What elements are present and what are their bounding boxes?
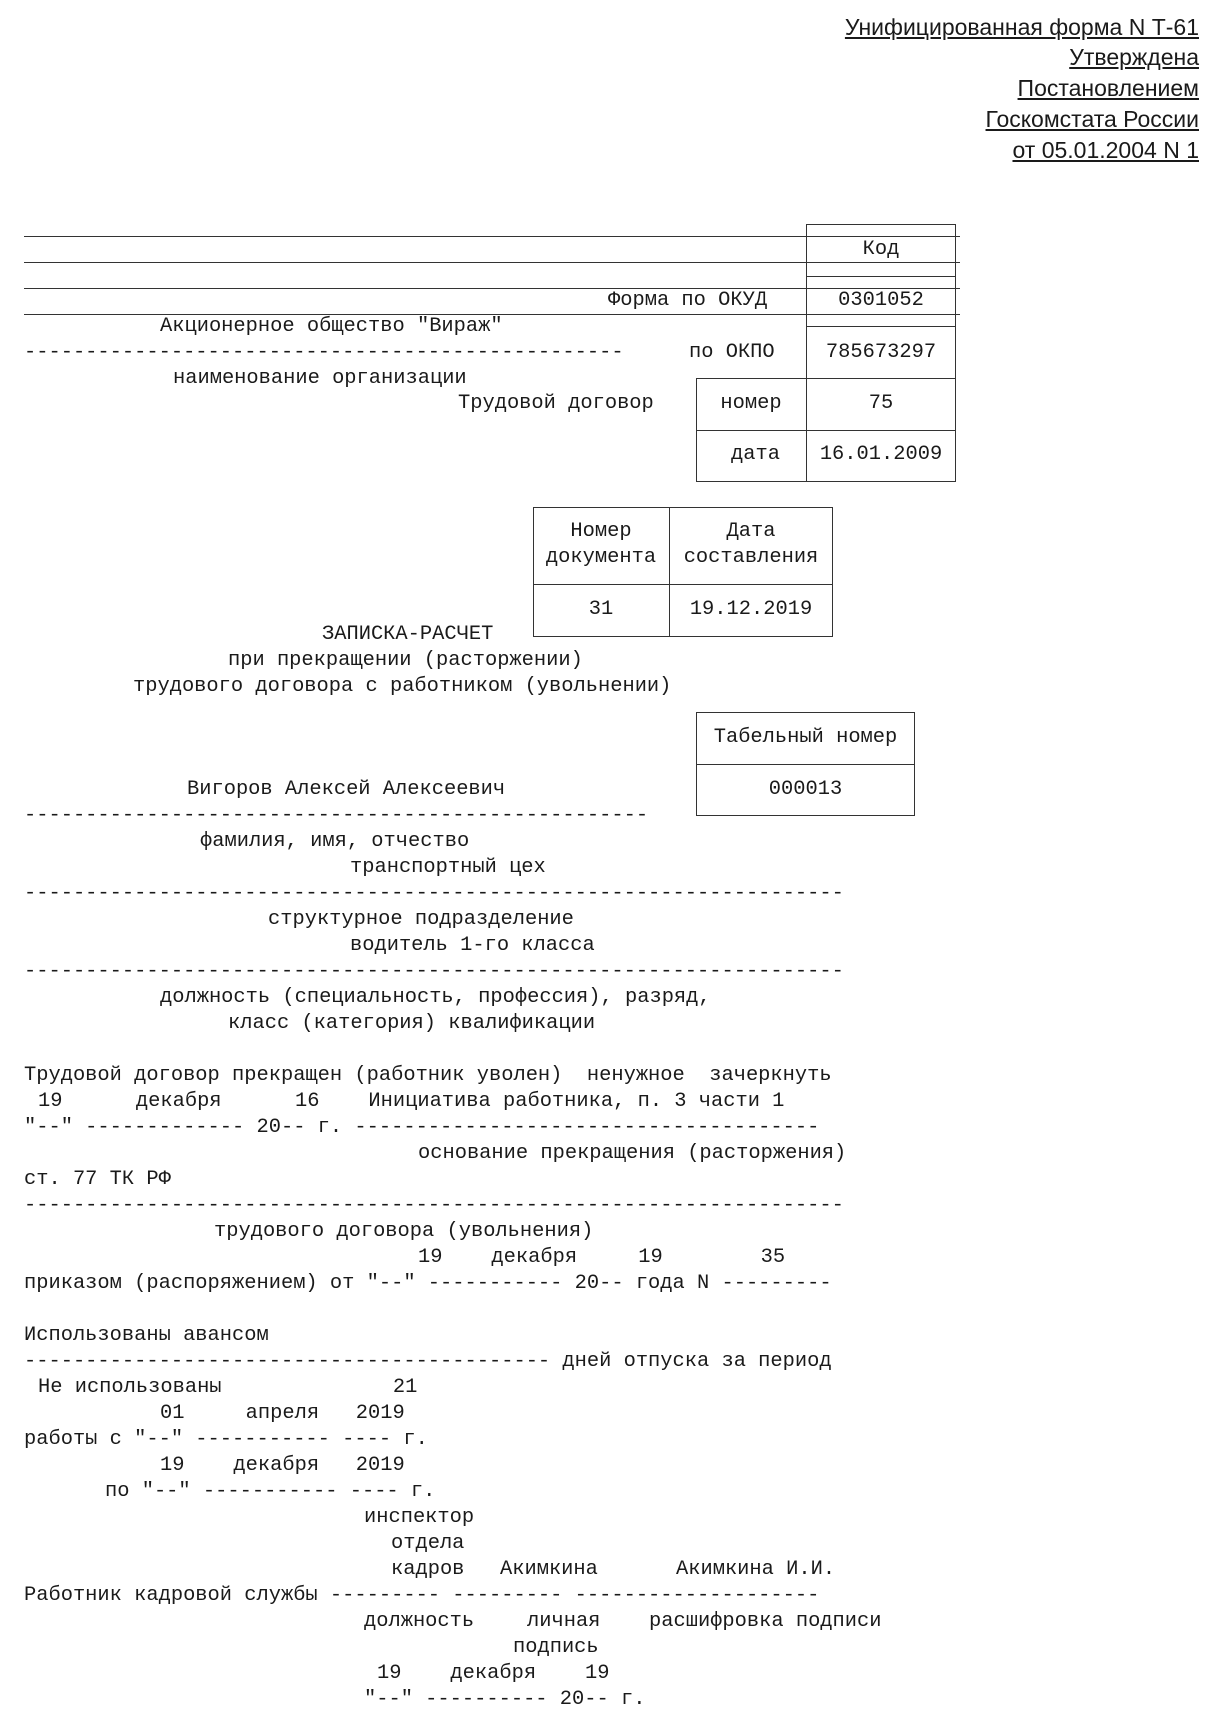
signer-position: инспектор: [364, 1506, 475, 1529]
form-title: Унифицированная форма N Т-61: [844, 14, 1199, 40]
signature-line: Работник кадровой службы --------- --------- --------------------: [24, 1584, 820, 1607]
period-to-fill: 19 декабря 2019: [160, 1454, 405, 1477]
employee-position: водитель 1-го класса: [350, 934, 595, 957]
document-number-value: 31: [588, 598, 614, 621]
employee-name: Вигоров Алексей Алексеевич: [187, 778, 506, 801]
document-subtitle: при прекращении (расторжении): [228, 649, 583, 672]
contract-date-value: 16.01.2009: [819, 443, 943, 466]
position-caption: должность (специальность, профессия), разряд,: [160, 986, 711, 1009]
contract-date-label: дата: [731, 443, 780, 466]
organization-caption: наименование организации: [173, 367, 467, 390]
signature-date-fill: 19 декабря 19: [377, 1662, 610, 1685]
period-from-fill: 01 апреля 2019: [160, 1402, 405, 1425]
caption-name: расшифровка подписи: [649, 1610, 882, 1633]
goskomstat-label: Госкомстата России: [985, 106, 1199, 132]
termination-dash-line: -------------------------------------------------------------------: [24, 1194, 844, 1217]
document-date-header-2: составления: [683, 546, 819, 569]
signature-date-line: "--" ---------- 20-- г.: [364, 1688, 646, 1711]
contract-box-bottom: [696, 481, 956, 482]
termination-statement: Трудовой договор прекращен (работник уволен) ненужное зачеркнуть: [24, 1064, 832, 1087]
contract-label: Трудовой договор: [458, 392, 654, 415]
organization-name: Акционерное общество "Вираж": [160, 315, 503, 338]
document-title: ЗАПИСКА-РАСЧЕТ: [322, 623, 494, 646]
code-box-divider: [806, 276, 956, 277]
caption-position: должность: [364, 1610, 475, 1633]
basis-caption: основание прекращения (расторжения): [418, 1142, 847, 1165]
employee-name-caption: фамилия, имя, отчество: [200, 830, 470, 853]
code-box-divider: [806, 326, 956, 327]
document-box-divider: [533, 584, 833, 585]
okpo-value: 785673297: [825, 341, 937, 364]
termination-date-fill: 19 декабря 16 Инициатива работника, п. 3 части 1: [38, 1090, 785, 1113]
okpo-label: по ОКПО: [689, 341, 775, 364]
document-number-header-2: документа: [545, 546, 657, 569]
basis-caption-2: трудового договора (увольнения): [214, 1220, 594, 1243]
contract-box-top: [696, 378, 806, 379]
resolution-date-label: от 05.01.2004 N 1: [1012, 137, 1199, 163]
contract-box-divider: [696, 430, 956, 431]
document-date-value: 19.12.2019: [689, 598, 813, 621]
contract-number-value: 75: [868, 392, 894, 415]
caption-signature-2: подпись: [513, 1636, 599, 1659]
termination-date-line: "--" ------------- 20-- г. --------------------------------------: [24, 1116, 820, 1139]
code-header: Код: [862, 238, 900, 261]
caption-signature: личная: [527, 1610, 601, 1633]
tabel-value: 000013: [768, 778, 843, 801]
vacation-unused-fill: Не использованы 21: [38, 1376, 418, 1399]
okud-value: 0301052: [838, 289, 924, 312]
signer-position-2: отдела: [391, 1532, 465, 1555]
document-date-header: Дата: [726, 520, 776, 543]
signer-signature: Акимкина: [500, 1558, 598, 1581]
document-subtitle-2: трудового договора с работником (увольнении): [133, 675, 672, 698]
okud-label: Форма по ОКУД: [608, 289, 768, 312]
document-number-header: Номер: [570, 520, 632, 543]
signer-full-name: Акимкина И.И.: [676, 1558, 836, 1581]
order-fill: 19 декабря 19 35: [418, 1246, 786, 1269]
vacation-days-line: ------------------------------------------- дней отпуска за период: [24, 1350, 832, 1373]
code-box-divider: [806, 378, 956, 379]
signer-position-3: кадров: [391, 1558, 465, 1581]
period-from-line: работы с "--" ----------- ---- г.: [24, 1428, 428, 1451]
resolution-label: Постановлением: [1017, 75, 1199, 101]
termination-article: ст. 77 ТК РФ: [24, 1168, 171, 1191]
code-box-top: [806, 224, 956, 225]
order-line: приказом (распоряжением) от "--" ----------- 20-- года N ---------: [24, 1272, 832, 1295]
employee-department: транспортный цех: [350, 856, 546, 879]
position-caption-2: класс (категория) квалификации: [228, 1012, 596, 1035]
vacation-used-label: Использованы авансом: [24, 1324, 269, 1347]
approved-label: Утверждена: [1069, 44, 1199, 70]
contract-number-label: номер: [720, 392, 782, 415]
tabel-label: Табельный номер: [713, 726, 898, 749]
period-to-line: по "--" ----------- ---- г.: [105, 1480, 436, 1503]
department-caption: структурное подразделение: [268, 908, 574, 931]
tabel-box-divider: [696, 764, 915, 765]
